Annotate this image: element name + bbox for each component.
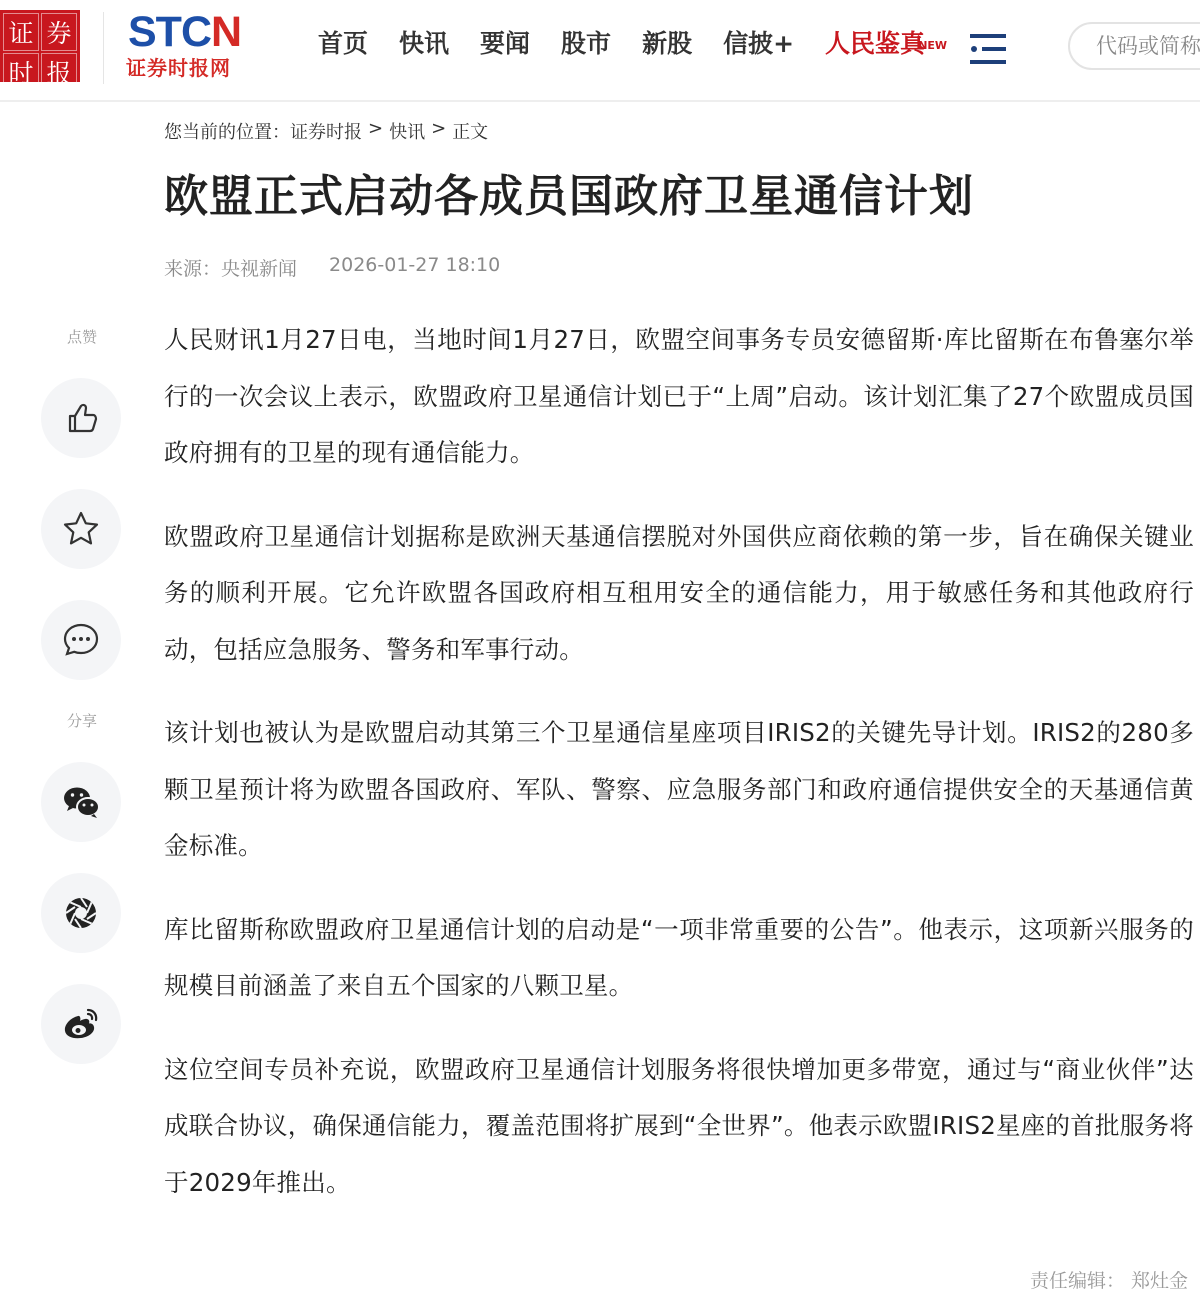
breadcrumb-link-flash[interactable]: 快讯 [389,122,426,143]
new-badge: NEW [918,39,948,52]
favorite-button[interactable] [41,489,121,569]
breadcrumb-current: 正文 [452,122,489,143]
comment-button[interactable] [41,600,121,680]
search-input[interactable] [1068,22,1200,70]
comment-icon [61,620,101,660]
seal-char: 证 [3,13,39,51]
like-label: 点赞 [66,328,97,346]
nav-item-stocks[interactable]: 股市 [561,29,612,58]
article-body [164,312,1194,1238]
logo-en-accent: N [211,8,242,56]
nav-item-people-verify[interactable] [825,26,948,62]
seal-char: 报 [41,53,77,91]
article-paragraph: 该计划也被认为是欧盟启动其第三个卫星通信星座项目IRIS2的关键先导计划。IRIS2的280多颗卫星预计将为欧盟各国政府、军队、警察、应急服务部门和政府通信提供安全的天基通信黄金标准。 [164,718,1194,860]
seal-char: 时 [3,53,39,91]
share-moments-button[interactable] [41,873,121,953]
nav-item-ipo[interactable]: 新股 [642,29,693,58]
nav-item-home[interactable]: 首页 [318,29,369,58]
breadcrumb-separator: > [431,118,447,139]
like-button[interactable] [41,378,121,458]
menu-list-icon[interactable] [970,31,1006,67]
article-paragraph: 这位空间专员补充说，欧盟政府卫星通信计划服务将很快增加更多带宽，通过与“商业伙伴”达成联合协议，确保通信能力，覆盖范围将扩展到“全世界”。他表示欧盟IRIS2星座的首批服务将于2029年推出。 [164,1054,1194,1197]
logo-en-main: STC [128,8,211,56]
nav-item-headlines[interactable]: 要闻 [480,29,531,58]
article-date: 2026-01-27 18:10 [329,254,501,276]
nav-item-disclosure[interactable]: 信披+ [723,29,795,58]
article-paragraph: 库比留斯称欧盟政府卫星通信计划的启动是“一项非常重要的公告”。他表示，这项新兴服务的规模目前涵盖了来自五个国家的八颗卫星。 [164,914,1194,1000]
securities-times-seal-logo[interactable] [0,10,80,88]
article-meta [164,254,500,281]
seal-char: 券 [41,13,77,51]
main-nav [318,26,959,62]
breadcrumb-separator: > [368,118,384,139]
share-wechat-button[interactable] [41,762,121,842]
breadcrumb-link-stcn[interactable]: 证券时报 [290,122,362,143]
nav-item-flash[interactable]: 快讯 [399,29,450,58]
stcn-logo-cn[interactable]: 证券时报网 [126,56,231,80]
article-title: 欧盟正式启动各成员国政府卫星通信计划 [164,171,974,222]
share-label: 分享 [66,712,97,730]
breadcrumb [164,118,488,144]
weibo-icon [61,1004,101,1044]
article-paragraph: 人民财讯1月27日电，当地时间1月27日，欧盟空间事务专员安德留斯·库比留斯在布鲁塞尔举行的一次会议上表示，欧盟政府卫星通信计划已于“上周”启动。该计划汇集了27个欧盟成员国政府拥有的卫星的现有通信能力。 [164,325,1194,467]
article-paragraph: 欧盟政府卫星通信计划据称是欧洲天基通信摆脱对外国供应商依赖的第一步，旨在确保关键业务的顺利开展。它允许欧盟各国政府相互租用安全的通信能力，用于敏感任务和其他政府行动，包括应急服务、警务和军事行动。 [164,521,1194,664]
star-icon [61,509,101,549]
moments-icon [61,893,101,933]
header-divider [103,12,104,84]
site-header [0,0,1200,102]
share-weibo-button[interactable] [41,984,121,1064]
article-source: 来源：央视新闻 [164,258,298,280]
wechat-icon [61,782,101,822]
thumbs-up-icon [61,398,101,438]
breadcrumb-prefix: 您当前的位置： [164,122,290,143]
stcn-logo[interactable] [128,10,241,54]
nav-highlight-label: 人民鉴真 [825,29,926,58]
responsible-editor: 责任编辑： 郑灶金 [1029,1270,1188,1292]
